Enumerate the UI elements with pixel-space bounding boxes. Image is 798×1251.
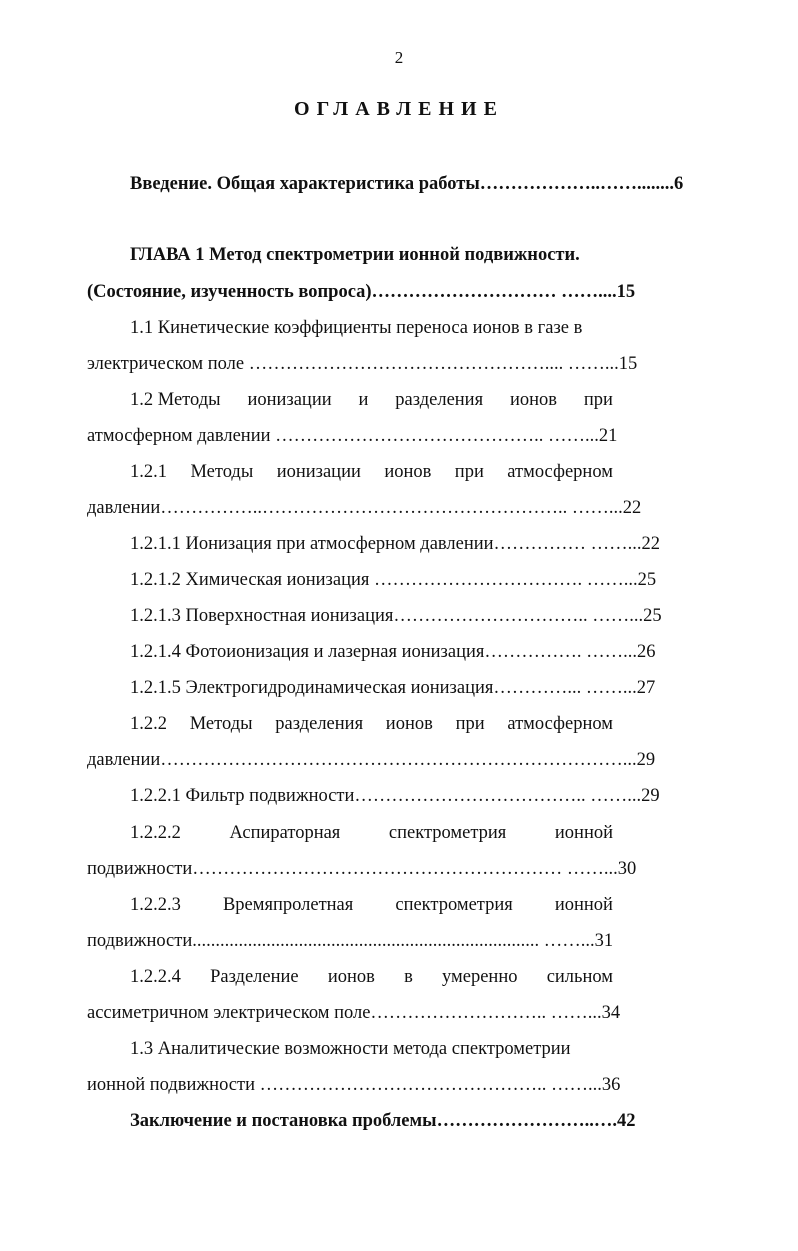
word: атмосферном <box>507 714 613 734</box>
toc-1-2-2-4-line1 <box>130 965 613 989</box>
word: ионной <box>554 823 613 843</box>
toc-1-2-1-line1 <box>130 460 613 484</box>
word: 1.2.1 <box>130 462 167 482</box>
toc-chapter-1-subtitle: (Состояние, изученность вопроса)………………………… ……....15 <box>87 282 636 302</box>
word: Методы <box>190 462 254 482</box>
toc-conclusion: Заключение и постановка проблемы……………………..….42 <box>130 1111 636 1131</box>
word: ионизации <box>276 462 361 482</box>
word: атмосферном <box>507 462 613 482</box>
word: Разделение <box>210 967 299 987</box>
toc-1-2-2-2-line2: подвижности…………………………………………………… ……...30 <box>87 859 637 879</box>
word: ионов <box>385 714 433 734</box>
toc-1-2-2-2-line1 <box>130 821 613 845</box>
word: спектрометрия <box>388 823 507 843</box>
toc-chapter-1-title: ГЛАВА 1 Метод спектрометрии ионной подвижности. <box>130 245 580 265</box>
toc-1-2-2-1: 1.2.2.1 Фильтр подвижности……………………………….. ……...29 <box>130 786 660 806</box>
word: разделения <box>395 390 484 410</box>
toc-1-2-1-5: 1.2.1.5 Электрогидродинамическая ионизация…………... ……...27 <box>130 678 656 698</box>
toc-1-2-1-3: 1.2.1.3 Поверхностная ионизация………………………….. ……...25 <box>130 606 662 626</box>
toc-1-3-line1: 1.3 Аналитические возможности метода спектрометрии <box>130 1039 571 1059</box>
word: в <box>404 967 413 987</box>
toc-1-2-1-4: 1.2.1.4 Фотоионизация и лазерная ионизация……………. ……...26 <box>130 642 656 662</box>
toc-1-1-line2: электрическом поле ………………………………………….... ……...15 <box>87 354 638 374</box>
word: и <box>358 390 369 410</box>
word: при <box>455 714 485 734</box>
word: Времяпролетная <box>222 895 354 915</box>
word: ионизации <box>247 390 332 410</box>
toc-1-2-1-2: 1.2.1.2 Химическая ионизация ……………………………. ……...25 <box>130 570 657 590</box>
word: при <box>454 462 484 482</box>
word: ионов <box>509 390 558 410</box>
word: ионов <box>384 462 432 482</box>
toc-1-2-2-line1 <box>130 712 613 736</box>
word: при <box>583 390 613 410</box>
word: умеренно <box>442 967 518 987</box>
word: Аспираторная <box>229 823 341 843</box>
word: 1.2.2 <box>130 714 167 734</box>
word: спектрометрия <box>395 895 513 915</box>
toc-1-2-2-line2: давлении…………………………………………………………………...29 <box>87 750 656 770</box>
toc-1-2-line2: атмосферном давлении …………………………………….. ……...21 <box>87 426 618 446</box>
toc-1-2-line1 <box>130 388 613 412</box>
word: сильном <box>546 967 613 987</box>
page-number: 2 <box>394 48 404 67</box>
toc-1-2-2-3-line1 <box>130 893 613 917</box>
word: 1.2 Методы <box>130 390 221 410</box>
word: ионов <box>327 967 375 987</box>
word: 1.2.2.2 <box>130 823 181 843</box>
toc-1-3-line2: ионной подвижности ……………………………………….. ……...36 <box>87 1075 621 1095</box>
toc-1-2-1-line2: давлении……………..………………………………………….. ……...22 <box>87 498 642 518</box>
toc-1-2-2-4-line2: ассиметричном электрическом поле……………………….. ……...34 <box>87 1003 621 1023</box>
toc-1-2-2-3-line2: подвижности........................................................................... ……...31 <box>87 931 614 951</box>
word: 1.2.2.3 <box>130 895 181 915</box>
word: 1.2.2.4 <box>130 967 181 987</box>
toc-intro: Введение. Общая характеристика работы………………..……........6 <box>130 174 684 194</box>
page-title: ОГЛАВЛЕНИЕ <box>294 98 504 120</box>
toc-1-1-line1: 1.1 Кинетические коэффициенты переноса ионов в газе в <box>130 318 583 338</box>
word: ионной <box>554 895 613 915</box>
word: разделения <box>275 714 364 734</box>
word: Методы <box>189 714 253 734</box>
toc-1-2-1-1: 1.2.1.1 Ионизация при атмосферном давлении…………… ……...22 <box>130 534 661 554</box>
